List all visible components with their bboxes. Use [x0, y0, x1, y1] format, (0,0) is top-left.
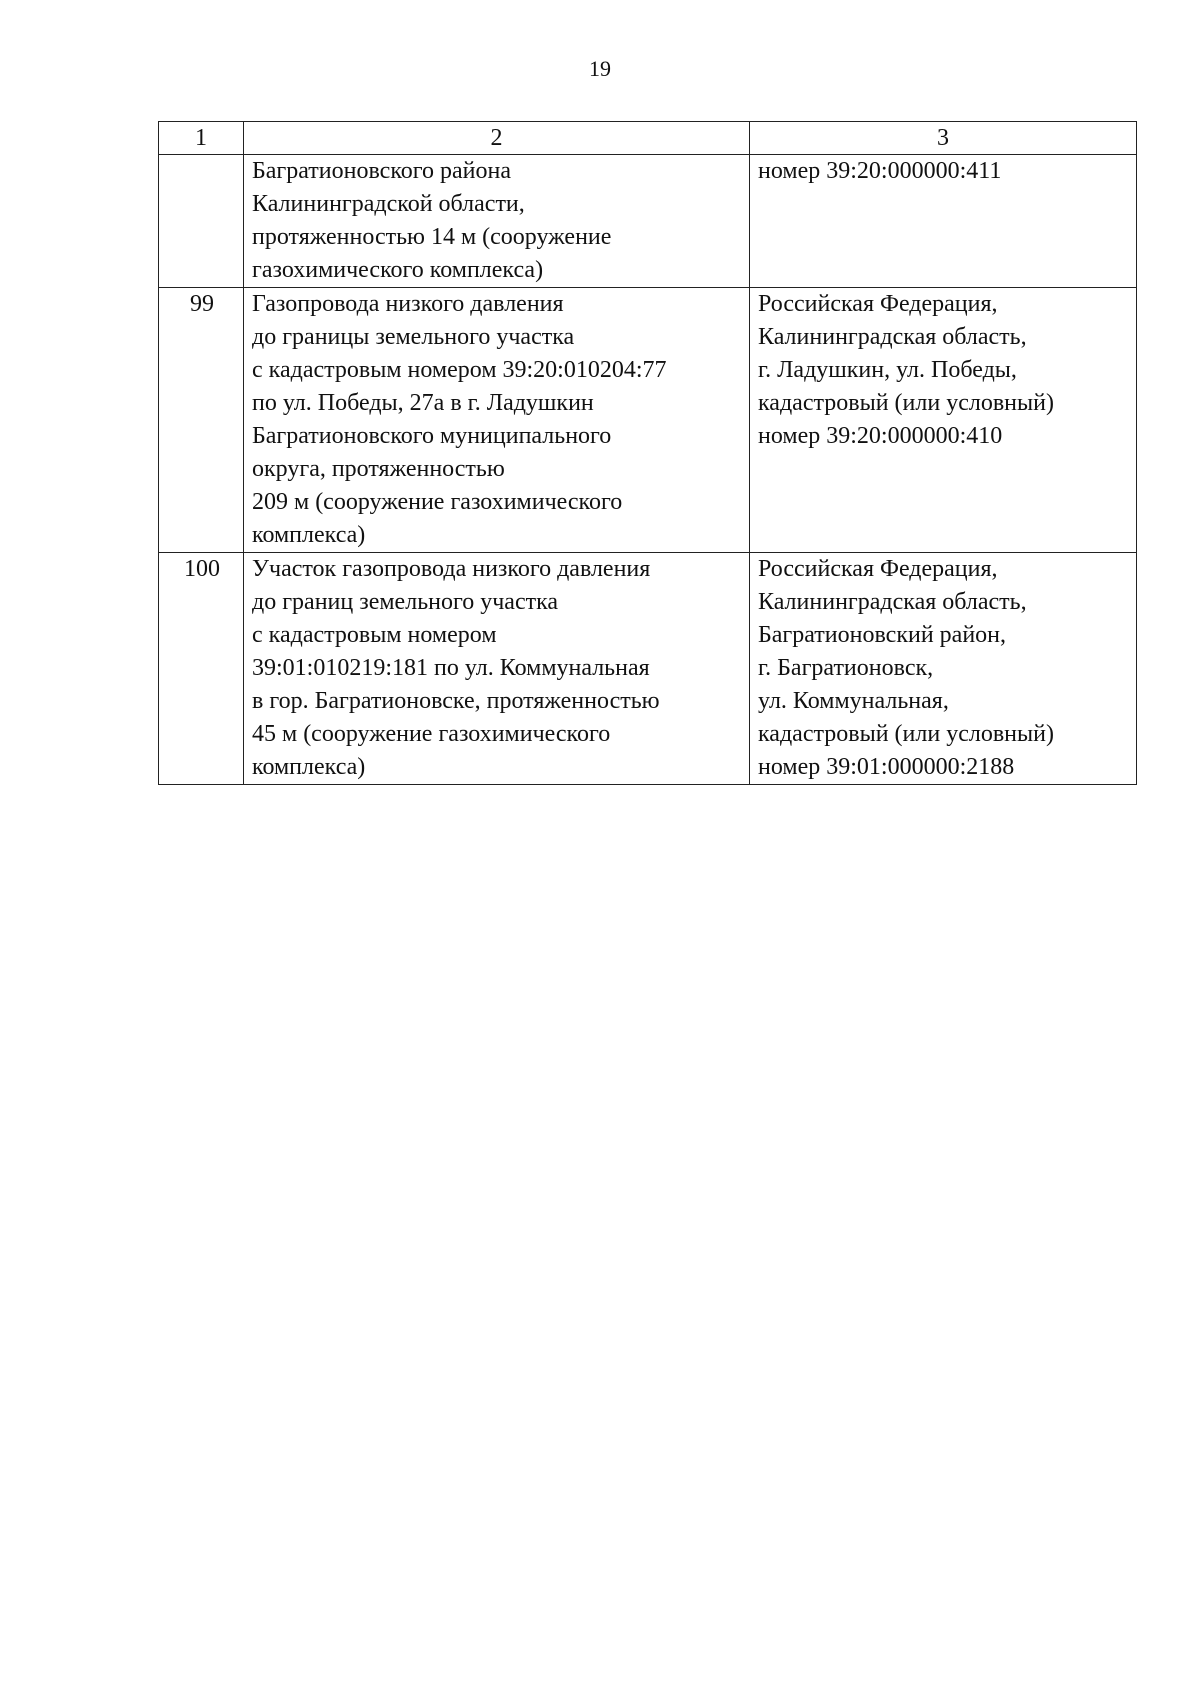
description-line: Калининградской области,	[252, 191, 525, 217]
location-line: г. Багратионовск,	[758, 655, 934, 681]
description-line: 209 м (сооружение газохимического	[252, 489, 623, 515]
row-number-cell	[159, 155, 244, 288]
description-line: округа, протяженностью	[252, 456, 505, 482]
description-line: в гор. Багратионовске, протяженностью	[252, 688, 660, 714]
object-description-cell	[244, 553, 750, 785]
description-line: газохимического комплекса)	[252, 257, 544, 283]
description-line: 39:01:010219:181 по ул. Коммунальная	[252, 655, 650, 681]
description-line: Участок газопровода низкого давления	[252, 556, 651, 582]
location-line: Калининградская область,	[758, 324, 1027, 350]
header-row	[159, 122, 1137, 155]
location-line: кадастровый (или условный)	[758, 721, 1054, 747]
location-line: Багратионовский район,	[758, 622, 1007, 648]
description-line: 45 м (сооружение газохимического	[252, 721, 611, 747]
object-description-cell	[244, 155, 750, 288]
description-line: Багратионовского района	[252, 158, 512, 184]
location-line: ул. Коммунальная,	[758, 688, 949, 714]
object-description-cell	[244, 288, 750, 553]
description-line: комплекса)	[252, 754, 366, 780]
location-line: номер 39:20:000000:410	[758, 423, 1003, 449]
description-line: до границ земельного участка	[252, 589, 559, 615]
description-line: с кадастровым номером	[252, 622, 497, 648]
description-line: комплекса)	[252, 522, 366, 548]
location-line: Российская Федерация,	[758, 556, 998, 582]
location-cell	[750, 553, 1137, 785]
page-number: 19	[589, 56, 611, 81]
column-header-2: 2	[244, 122, 750, 155]
description-line: протяженностью 14 м (сооружение	[252, 224, 612, 250]
location-line: г. Ладушкин, ул. Победы,	[758, 357, 1017, 383]
description-line: по ул. Победы, 27а в г. Ладушкин	[252, 390, 594, 416]
location-line: Российская Федерация,	[758, 291, 998, 317]
location-line: номер 39:20:000000:411	[758, 158, 1002, 184]
description-line: Газопровода низкого давления	[252, 291, 564, 317]
table-header	[159, 122, 1137, 155]
table-row	[159, 155, 1137, 288]
table-row	[159, 288, 1137, 553]
description-line: до границы земельного участка	[252, 324, 575, 350]
location-line: Калининградская область,	[758, 589, 1027, 615]
registry-table	[158, 121, 1137, 785]
location-line: кадастровый (или условный)	[758, 390, 1054, 416]
location-cell	[750, 155, 1137, 288]
row-number-cell: 99	[159, 288, 244, 553]
column-header-1: 1	[159, 122, 244, 155]
table-row	[159, 553, 1137, 785]
location-cell	[750, 288, 1137, 553]
description-line: Багратионовского муниципального	[252, 423, 612, 449]
column-header-3: 3	[750, 122, 1137, 155]
table-body	[159, 155, 1137, 785]
row-number-cell: 100	[159, 553, 244, 785]
description-line: с кадастровым номером 39:20:010204:77	[252, 357, 667, 383]
location-line: номер 39:01:000000:2188	[758, 754, 1015, 780]
